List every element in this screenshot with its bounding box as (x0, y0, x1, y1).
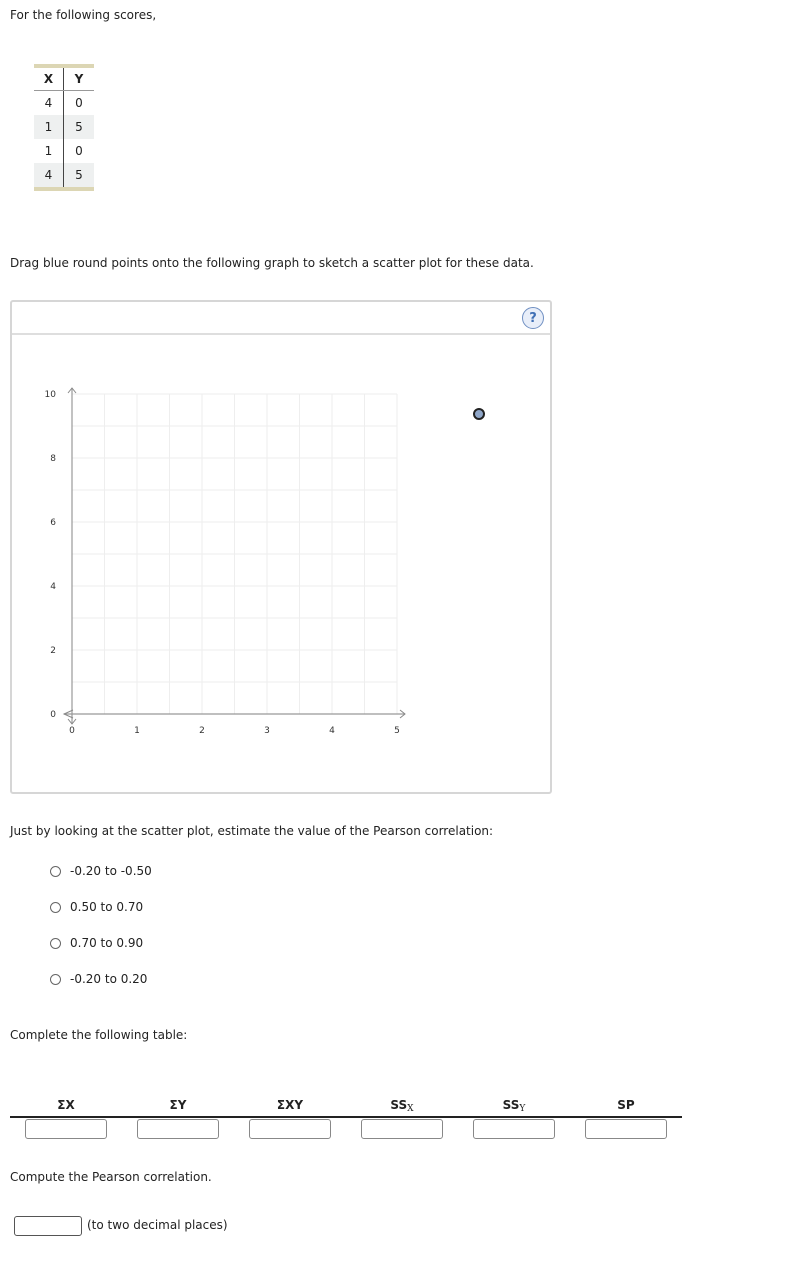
sum-x-input[interactable] (25, 1119, 107, 1139)
header-sp: SP (617, 1098, 635, 1112)
header-sum-y: ΣY (169, 1098, 187, 1112)
header-x: X (34, 68, 64, 90)
x-tick-label: 3 (264, 726, 270, 736)
table-row (34, 163, 94, 187)
radio-button[interactable] (50, 938, 61, 949)
cell-x: 1 (34, 115, 64, 139)
cell-y: 0 (75, 96, 83, 110)
decimal-hint: (to two decimal places) (87, 1218, 228, 1232)
x-tick-label: 5 (394, 726, 400, 736)
option-label: 0.70 to 0.90 (70, 936, 144, 950)
table-row (34, 139, 94, 163)
ss-y-input[interactable] (473, 1119, 555, 1139)
header-ss-y (472, 1098, 556, 1114)
cell-x: 1 (34, 139, 64, 163)
x-tick-label: 2 (199, 726, 205, 736)
option-label: -0.20 to 0.20 (70, 972, 148, 986)
y-tick-label: 0 (50, 710, 56, 720)
option-label: 0.50 to 0.70 (70, 900, 144, 914)
compute-prompt: Compute the Pearson correlation. (10, 1170, 212, 1184)
option-050-070[interactable] (50, 900, 143, 914)
ss-y-subscript: Y (519, 1104, 526, 1114)
table-row (34, 91, 94, 115)
cell-x: 4 (34, 163, 64, 187)
drag-instruction: Drag blue round points onto the following graph to sketch a scatter plot for these data. (10, 256, 534, 270)
intro-text: For the following scores, (10, 8, 157, 22)
option-neg-020-020[interactable] (50, 972, 147, 986)
x-tick-label: 0 (69, 726, 75, 736)
y-tick-label: 4 (50, 582, 56, 592)
x-tick-label: 1 (134, 726, 140, 736)
ss-label: SS (502, 1098, 520, 1112)
scores-header-row (34, 68, 94, 91)
correlation-prompt: Just by looking at the scatter plot, estimate the value of the Pearson correlation: (10, 824, 494, 838)
y-tick-label: 6 (50, 518, 56, 528)
option-label: -0.20 to -0.50 (70, 864, 152, 878)
table-bottom-rule (34, 187, 94, 191)
radio-button[interactable] (50, 866, 61, 877)
radio-button[interactable] (50, 902, 61, 913)
cell-x: 4 (34, 91, 64, 115)
stats-table-header (10, 1096, 682, 1118)
x-tick-label: 4 (329, 726, 335, 736)
y-tick-label: 2 (50, 646, 56, 656)
sum-xy-input[interactable] (249, 1119, 331, 1139)
pearson-r-input[interactable] (14, 1216, 82, 1236)
table-prompt: Complete the following table: (10, 1028, 188, 1042)
scores-table (34, 64, 94, 191)
ss-x-input[interactable] (361, 1119, 443, 1139)
scatter-plot-canvas[interactable] (12, 302, 550, 792)
header-ss-x (360, 1098, 444, 1114)
help-icon[interactable]: ? (522, 307, 544, 329)
y-tick-label: 10 (44, 390, 56, 400)
header-sum-xy: ΣXY (276, 1098, 304, 1112)
graph-panel (10, 300, 552, 794)
cell-y: 5 (75, 168, 83, 182)
radio-button[interactable] (50, 974, 61, 985)
option-070-090[interactable] (50, 936, 143, 950)
cell-y: 5 (75, 120, 83, 134)
header-y: Y (74, 72, 84, 86)
ss-label: SS (390, 1098, 408, 1112)
table-row (34, 115, 94, 139)
header-sum-x: ΣX (57, 1098, 75, 1112)
sum-y-input[interactable] (137, 1119, 219, 1139)
ss-x-subscript: X (407, 1104, 414, 1114)
sp-input[interactable] (585, 1119, 667, 1139)
cell-y: 0 (75, 144, 83, 158)
y-tick-label: 8 (50, 454, 56, 464)
option-neg-020-050[interactable] (50, 864, 152, 878)
draggable-point[interactable] (474, 409, 484, 419)
